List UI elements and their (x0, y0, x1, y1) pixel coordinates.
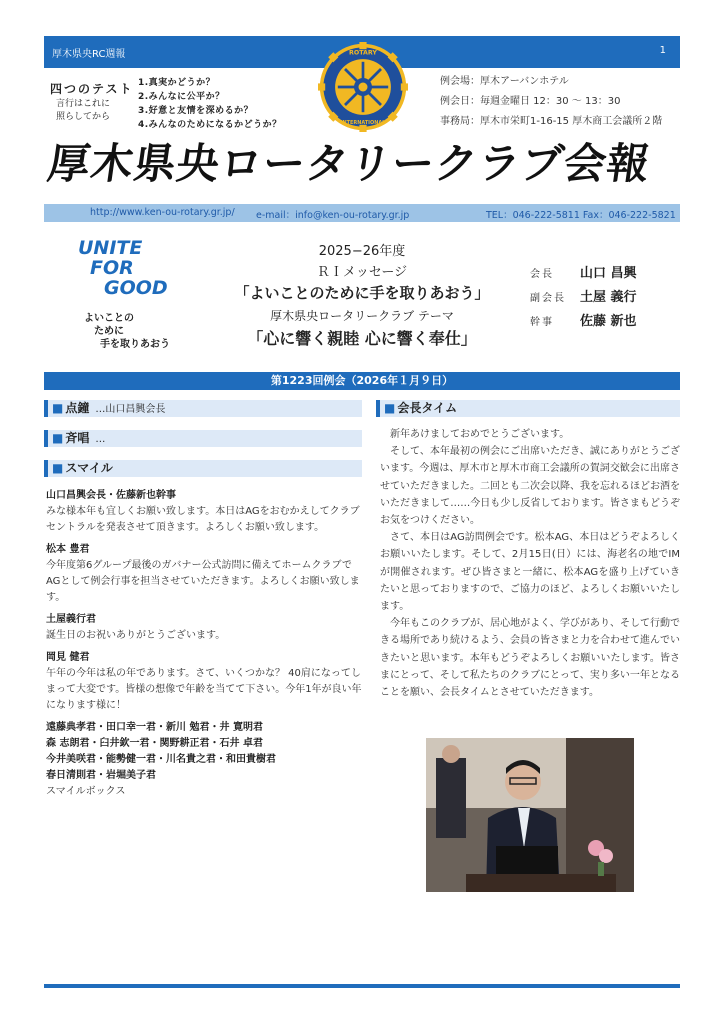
ri-message: 「よいことのために手を取りあおう」 (234, 284, 490, 302)
paragraph: 今年もこのクラブが、居心地がよく、学びがあり、そして行動できる場所であり続けるよう、会員の皆さまと力を合わせて進んでいきたいと思います。本年もどうぞよろしくお願いいたします。皆さまにとって、そして私たちのクラブにとって、実り多い一年となることを願い、会長タイムとさせていただきます。 (380, 618, 680, 699)
club-label: 厚木県央RC週報 (52, 49, 126, 60)
section-marker-icon: ■ (384, 401, 396, 415)
officer-row: 副会長 土屋 義行 (530, 290, 637, 305)
test-item: 2.みんなに公平か？ (138, 92, 225, 102)
rotary-year: 2025−26年度 (318, 244, 406, 259)
smile-names: 遠藤典孝君・田口幸一君・新川 勉君・井 寛明君 森 志朗君・臼井欽一君・関野耕正君・石井 卓君 今井美咲君・能勢健一君・川名貴之君・和田貴樹君 春日清則君・岩堀美子君 (46, 722, 276, 781)
contact-bar (44, 204, 680, 222)
president-message (380, 426, 680, 701)
svg-text:INTERNATIONAL: INTERNATIONAL (340, 119, 386, 126)
paragraph: さて、本日はAG訪問例会です。松本AG、本日はどうぞよろしくお願いいたします。そして、2月15日(日）には、海老名の地でIMが開催されます。ぜひ皆さまと一緒に、松本AGを盛り上げていきたいと思っておりますので、ご協力のほど、よろしくお願いいたします。 (380, 532, 680, 613)
paragraph: 新年あけましておめでとうございます。 (390, 429, 570, 440)
section-president-time: ■ 会長タイム (376, 400, 680, 417)
test-item: 3.好意と友情を深めるか？ (138, 106, 254, 116)
footer-line (44, 984, 680, 988)
unite-for-good-logo: UNITE FOR GOOD (78, 237, 168, 299)
section-marker-icon: ■ (52, 461, 64, 475)
email-link[interactable]: e-mail：info@ken-ou-rotary.gr.jp (256, 210, 410, 221)
smile-entries (46, 488, 362, 800)
section-smile: ■ スマイル (44, 460, 362, 477)
unite-for-good-subtitle: よいことの ために 手を取りあおう (84, 313, 170, 350)
officer-row: 幹事 佐藤 新也 (530, 314, 637, 329)
theme-block (212, 240, 512, 349)
section-bell: ■ 点鐘 …山口昌興会長 (44, 400, 362, 417)
president-speech-photo (426, 738, 634, 892)
meeting-day: 例会日：毎週金曜日 12：30 ～ 13：30 (440, 96, 621, 107)
smile-entry: 松本 豊君 今年度第6グループ最後のガバナー公式訪問に備えてホームクラブでAGとして例会行事を担当させていただきます。よろしくお願い致します。 (46, 544, 360, 603)
smile-box: スマイルボックス (46, 786, 126, 797)
club-theme: 「心に響く親睦 心に響く奉仕」 (247, 329, 477, 348)
meeting-number-bar: 第1223回例会（2026年１月９日） (44, 372, 680, 390)
section-song: ■ 斉唱 … (44, 430, 362, 447)
office-address: 事務局：厚木市栄町1-16-15 厚木商工会議所２階 (440, 116, 663, 127)
officers-list (530, 262, 637, 334)
section-marker-icon: ■ (52, 431, 64, 445)
svg-text:ROTARY: ROTARY (349, 49, 377, 57)
phone-fax: TEL：046-222-5811 Fax：046-222-5821 (486, 210, 676, 221)
smile-entry: 土屋義行君 誕生日のお祝いありがとうございます。 (46, 614, 226, 641)
newsletter-title: 厚木県央ロータリークラブ会報 (44, 139, 654, 188)
rotary-logo-icon (318, 42, 408, 132)
test-item: 1.真実かどうか？ (138, 78, 216, 88)
four-way-test-subtitle: 言行はこれに 照らしてから (56, 99, 111, 122)
website-link[interactable]: http://www.ken-ou-rotary.gr.jp/ (90, 207, 235, 218)
section-marker-icon: ■ (52, 401, 64, 415)
smile-entry: 岡見 健君 午年の今年は私の年であります。さて、いくつかな？ 40肩になってしまって大変です。皆様の想像で年齢を当てて下さい。今年1年が良い年になります様に！ (46, 652, 362, 711)
smile-entry: 山口昌興会長・佐藤新也幹事 みな様本年も宜しくお願い致します。本日はAGをおむかえしてクラブセントラルを発表させて頂きます。よろしくお願い致します。 (46, 490, 360, 533)
four-way-test-title: 四つのテスト (50, 82, 134, 96)
officer-row: 会長 山口 昌興 (530, 266, 637, 281)
club-theme-label: 厚木県央ロータリークラブ テーマ (270, 309, 454, 323)
meeting-place: 例会場：厚木アーバンホテル (440, 76, 569, 87)
page-number: 1 (659, 45, 666, 56)
meeting-info (440, 72, 662, 132)
ri-message-label: ＲＩメッセージ (316, 265, 408, 280)
four-way-test-list (138, 76, 282, 132)
test-item: 4.みんなのためになるかどうか？ (138, 120, 282, 130)
paragraph: そして、本年最初の例会にご出席いただき、誠にありがとうございます。今週は、厚木市と厚木市商工会議所の賀詞交歓会に出席させていただきました。二回とも二次会以降、我を忘れるほどお酒をいただきまして……今日も少し反省しております。皆さまもどうぞお気をつけください。 (380, 446, 680, 527)
